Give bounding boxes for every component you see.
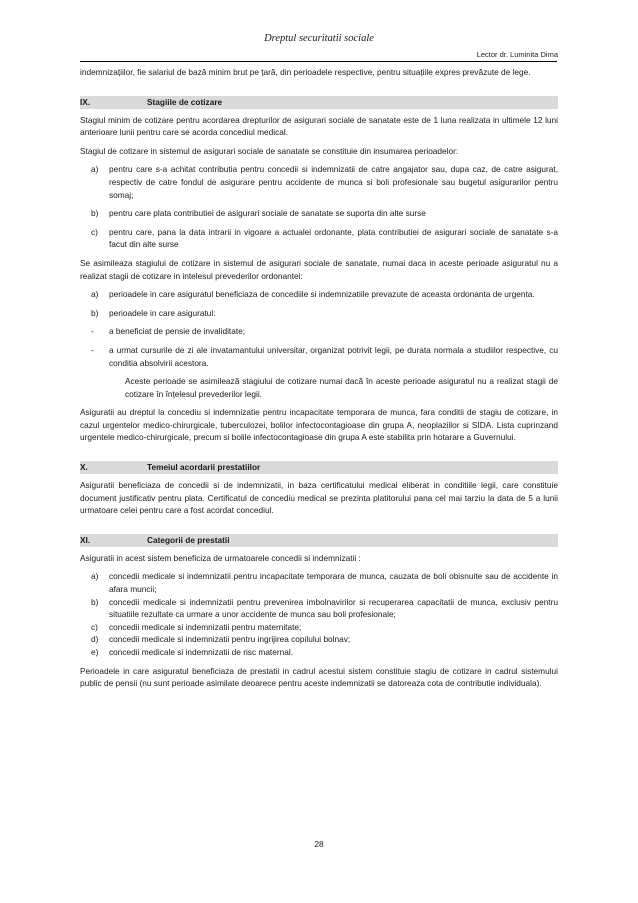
list-item — [80, 325, 558, 338]
intro-paragraph: indemnizațiilor, fie salariul de bază minim brut pe țară, din perioadele respective, pentru situațiile expres prevăzute de lege. — [80, 67, 531, 77]
paragraph: Asiguratii au dreptul la concediu si indemnizatie pentru incapacitate temporara de munca, fara conditii de stagiu de cotizare, in cazul urgentelor medico-chirurgicale, tuberculozei, bolilor infectocontagioase din grupa A, neoplaziilor si SIDA. Lista cuprinzand urgentele medico-chirurgicale, precum si bolile infectocontagioase din grupa A este stabilita prin hotarare a Guvernului. — [80, 407, 558, 443]
list-item-text: concedii medicale si indemnizatii pentru incapacitate temporara de munca, cauzata de boli obisnuite sau de accidente in afara muncii; — [109, 571, 558, 595]
list-marker: a) — [91, 571, 99, 582]
list-item-text: concedii medicale si indemnizatii pentru maternitate; — [109, 621, 302, 632]
paragraph: Asiguratii beneficiaza de concedii si de indemnizatii, in baza certificatului medical eliberat in conditiile legii, care constituie document justificativ pentru plata. Certificatul de concediu medical se prezinta platitorului pana cel mai tarziu la data de 5 a lunii urmatoare celei pentru care a fost acordat concediul. — [80, 480, 558, 516]
list-item-text: a beneficiat de pensie de invaliditate; — [109, 326, 246, 337]
section-number: XI. — [80, 534, 91, 545]
header-rule — [80, 61, 557, 62]
list-item — [80, 646, 558, 659]
benefit-list — [80, 570, 558, 658]
list-item-text: perioadele in care asiguratul beneficiaza de concediile si indemnizatiile prevazute de aceasta ordonanta de urgenta. — [109, 289, 535, 300]
list-marker: b) — [91, 596, 99, 607]
section-number: IX. — [80, 96, 91, 107]
list-item-text: pentru care s-a achitat contributia pentru concedii si indemnizatii de catre angajator sau, dupa caz, de catre asigurat, respectiv de catre fondul de asigurare pentru accidente de munca si boli profesionale sau bugetul asigurarilor pentru somaj; — [109, 164, 558, 200]
list-item — [80, 307, 558, 320]
list-marker: a) — [91, 289, 99, 300]
section-heading-x — [80, 461, 558, 474]
list-marker: b) — [91, 307, 99, 318]
list-item — [80, 226, 558, 251]
list-marker: a) — [91, 164, 99, 175]
list-item — [80, 621, 558, 634]
section-title: Temeiul acordarii prestatiilor — [147, 462, 261, 473]
paragraph: Stagiul de cotizare in sistemul de asigurari sociale de sanatate se constituie din insumarea perioadelor: — [80, 145, 459, 156]
running-header-author: Lector dr. Luminita Dima — [476, 50, 558, 59]
paragraph: Stagiul minim de cotizare pentru acordarea drepturilor de asigurari sociale de sanatate este de 1 luna realizata in ultimele 12 luni anterioare lunii pentru care se acorda concediul medical. — [80, 114, 558, 138]
list-item — [80, 163, 558, 201]
section-heading-ix — [80, 96, 558, 109]
page-body — [80, 66, 558, 696]
list-marker: d) — [91, 634, 99, 645]
list-marker: c) — [91, 226, 98, 237]
list-item-text: concedii medicale si indemnizatii de risc maternal. — [109, 647, 293, 657]
paragraph: Se asimileaza stagiului de cotizare in sistemul de asigurari sociale de sanatate, numai daca in aceste perioade asiguratul nu a realizat stagii de cotizare in intelesul prevederilor ordonantei: — [80, 257, 558, 281]
list-item — [80, 344, 558, 369]
list-item — [80, 570, 558, 595]
list-marker: c) — [91, 621, 98, 632]
list-item — [80, 596, 558, 621]
list-item — [80, 288, 558, 301]
page-number: 28 — [314, 839, 324, 849]
section-heading-xi — [80, 534, 558, 547]
list-item-text: concedii medicale si indemnizatii pentru prevenirea imbolnavirilor si recuperarea capacitatii de munca, exclusiv pentru situatiile rezultate ca urmare a unor accidente de munca sau boli profesionale; — [109, 596, 558, 620]
list-item — [80, 207, 558, 220]
list-item-text: pentru care plata contributiei de asigurari sociale de sanatate se suporta din alte surse — [109, 208, 426, 219]
list-item-text: perioadele in care asiguratul: — [109, 307, 216, 318]
list-marker: - — [91, 344, 94, 355]
running-header-title: Dreptul securitatii sociale — [264, 33, 374, 44]
list-item-text: pentru care, pana la data intrarii in vigoare a actualei ordonante, plata contributiei de asigurari sociale de sanatate s-a facut din alte surse — [109, 226, 558, 250]
indented-note: Aceste perioade se asimilează stagiului de cotizare numai dacă în aceste perioade asiguratul nu a realizat stagii de cotizare în înțelesul prevederilor legii. — [125, 376, 558, 399]
paragraph: Perioadele in care asiguratul beneficiaza de prestatii in cadrul acestui sistem constituie stagiu de cotizare in cadrul sistemului public de pensii (nu sunt perioade asimilate deoarece pentru aceste indemnizatii se datoreaza cota de contributie individuala). — [80, 665, 558, 689]
list-item-text: a urmat cursurile de zi ale invatamantului universitar, organizat potrivit legii, pe durata normala a studiilor respective, cu conditia absolvirii acestora. — [109, 344, 558, 368]
list-marker: e) — [91, 647, 99, 657]
section-title: Stagiile de cotizare — [147, 96, 223, 107]
section-number: X. — [80, 462, 88, 473]
list-item-text: concedii medicale si indemnizatii pentru ingrijirea copilului bolnav; — [109, 634, 351, 645]
list-marker: - — [91, 326, 94, 337]
section-title: Categorii de prestatii — [147, 534, 230, 545]
list-marker: b) — [91, 208, 99, 219]
list-item — [80, 633, 558, 646]
paragraph: Asiguratii in acest sistem beneficiza de urmatoarele concedii si indemnizatii : — [80, 552, 361, 563]
